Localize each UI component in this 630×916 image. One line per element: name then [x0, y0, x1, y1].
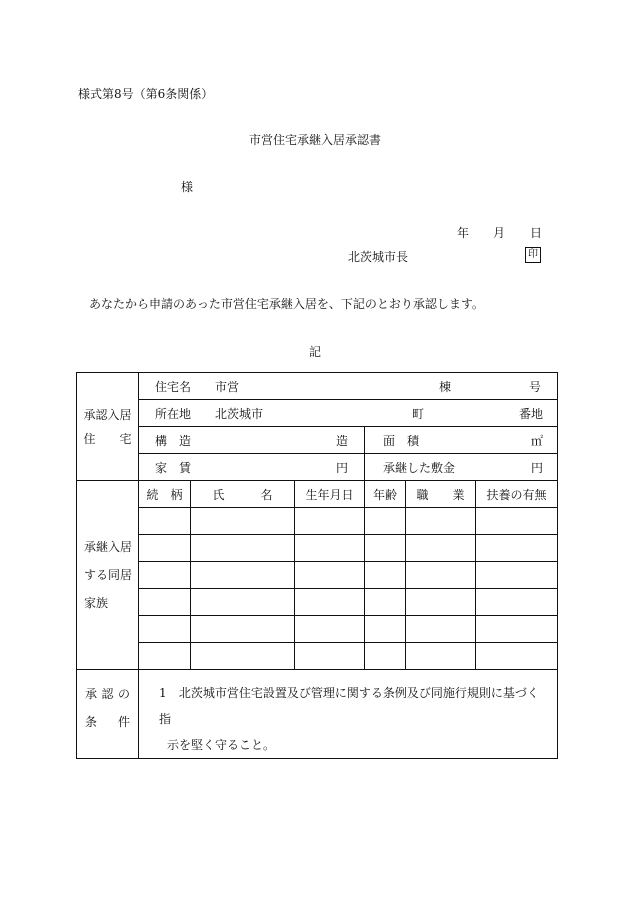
family-cell-age[interactable]	[365, 508, 406, 535]
family-cell-dependent[interactable]	[476, 643, 558, 670]
family-cell-occupation[interactable]	[406, 562, 476, 589]
location-label: 所在地	[155, 406, 192, 421]
date-month-label: 月	[493, 226, 506, 240]
family-cell-birthdate[interactable]	[295, 643, 365, 670]
approval-table	[76, 372, 558, 759]
header-birthdate: 生年月日	[295, 481, 365, 508]
header-relation: 続 柄	[139, 481, 191, 508]
cond-label-char: 承	[85, 687, 98, 701]
family-section-label-line1: 承継入居	[84, 540, 133, 554]
structure-cell	[139, 427, 365, 454]
family-row	[77, 508, 558, 535]
family-section-label-line2: する同居	[84, 568, 133, 582]
rent-unit: 円	[335, 460, 348, 475]
family-cell-relation[interactable]	[139, 508, 191, 535]
form-number: 様式第8号（第6条関係）	[78, 87, 214, 101]
header-occupation: 職 業	[406, 481, 476, 508]
conditions-text-cell	[139, 670, 558, 759]
issuer-name: 北茨城市長	[348, 250, 409, 264]
deposit-label: 承継した敷金	[383, 460, 456, 475]
housing-section-label-line1: 承認入居	[83, 407, 132, 422]
family-cell-occupation[interactable]	[406, 535, 476, 562]
family-row	[77, 616, 558, 643]
family-cell-occupation[interactable]	[406, 616, 476, 643]
addressee-suffix: 様	[181, 180, 194, 194]
family-cell-age[interactable]	[365, 589, 406, 616]
structure-unit: 造	[335, 433, 348, 448]
family-cell-relation[interactable]	[139, 616, 191, 643]
area-unit: ㎡	[531, 433, 544, 448]
family-cell-relation[interactable]	[139, 535, 191, 562]
number-label: 号	[529, 379, 542, 394]
family-cell-dependent[interactable]	[476, 508, 558, 535]
family-cell-birthdate[interactable]	[295, 508, 365, 535]
deposit-cell	[365, 454, 558, 481]
family-section-label	[77, 481, 139, 670]
housing-name-row	[139, 373, 558, 400]
deposit-unit: 円	[531, 460, 544, 475]
intro-text: あなたから申請のあった市営住宅承継入居を、下記のとおり承認します。	[89, 297, 484, 311]
conditions-label	[77, 670, 139, 759]
family-cell-name[interactable]	[191, 535, 295, 562]
seal-mark: 印	[525, 247, 541, 263]
town-label: 町	[412, 406, 425, 421]
family-row	[77, 535, 558, 562]
condition-number: 1	[159, 686, 167, 700]
family-cell-relation[interactable]	[139, 589, 191, 616]
housing-name-value: 市営	[215, 379, 240, 394]
cond-label-char: 認	[101, 687, 114, 701]
family-cell-dependent[interactable]	[476, 562, 558, 589]
family-cell-relation[interactable]	[139, 562, 191, 589]
family-cell-name[interactable]	[191, 616, 295, 643]
date-year-label: 年	[457, 226, 470, 240]
header-age: 年齢	[365, 481, 406, 508]
family-cell-age[interactable]	[365, 643, 406, 670]
document-title: 市営住宅承継入居承認書	[248, 133, 381, 147]
building-label: 棟	[439, 379, 452, 394]
family-cell-birthdate[interactable]	[295, 562, 365, 589]
condition-text-line1: 北茨城市営住宅設置及び管理に関する条例及び同施行規則に基づく指	[159, 686, 539, 726]
area-label: 面 積	[383, 433, 420, 448]
housing-name-label: 住宅名	[155, 379, 192, 394]
header-name: 氏 名	[191, 481, 295, 508]
family-cell-name[interactable]	[191, 562, 295, 589]
family-cell-birthdate[interactable]	[295, 589, 365, 616]
lot-label: 番地	[519, 406, 544, 421]
family-cell-age[interactable]	[365, 616, 406, 643]
housing-section-label-line2: 住 宅	[83, 431, 132, 446]
rent-cell	[139, 454, 365, 481]
cond-label-char: 条	[85, 715, 98, 729]
family-cell-name[interactable]	[191, 643, 295, 670]
date-day-label: 日	[530, 226, 543, 240]
family-cell-age[interactable]	[365, 535, 406, 562]
rent-label: 家 賃	[155, 460, 192, 475]
family-cell-name[interactable]	[191, 589, 295, 616]
family-cell-age[interactable]	[365, 562, 406, 589]
family-cell-dependent[interactable]	[476, 535, 558, 562]
condition-text-line2: 示を堅く守ること。	[167, 738, 276, 752]
family-row	[77, 589, 558, 616]
ki-heading: 記	[308, 345, 321, 359]
family-cell-occupation[interactable]	[406, 589, 476, 616]
structure-label: 構 造	[155, 433, 192, 448]
family-row	[77, 562, 558, 589]
family-section-label-line3: 家族	[84, 596, 109, 610]
family-cell-dependent[interactable]	[476, 589, 558, 616]
area-cell	[365, 427, 558, 454]
cond-label-char: 件	[117, 715, 130, 729]
family-row	[77, 643, 558, 670]
cond-label-char: の	[117, 687, 130, 701]
family-cell-name[interactable]	[191, 508, 295, 535]
family-cell-dependent[interactable]	[476, 616, 558, 643]
housing-section-label	[77, 373, 139, 481]
family-cell-occupation[interactable]	[406, 643, 476, 670]
header-dependent: 扶養の有無	[476, 481, 558, 508]
location-value: 北茨城市	[215, 406, 264, 421]
family-cell-birthdate[interactable]	[295, 616, 365, 643]
family-cell-relation[interactable]	[139, 643, 191, 670]
location-row	[139, 400, 558, 427]
family-cell-birthdate[interactable]	[295, 535, 365, 562]
family-cell-occupation[interactable]	[406, 508, 476, 535]
